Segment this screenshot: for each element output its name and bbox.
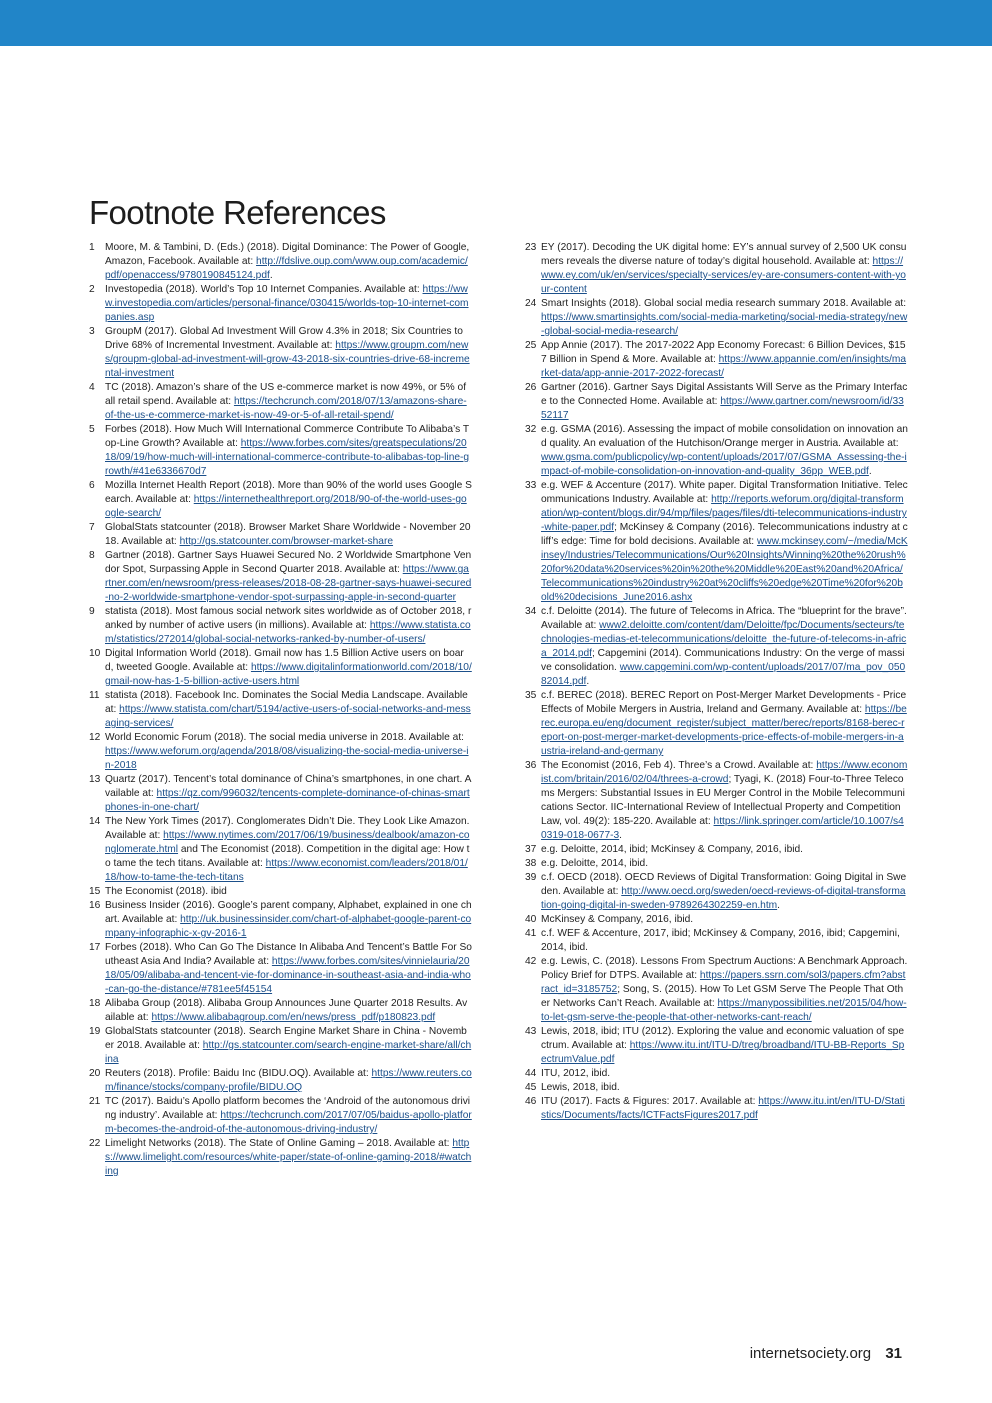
footnote-segment: Investopedia (2018). World’s Top 10 Internet Companies. Available at:	[105, 284, 423, 295]
footnote-segment: Mozilla Internet Health Report (2018). More than 90% of the world uses Google Search. Available at:	[105, 480, 472, 505]
footnote-number: 21	[89, 1096, 101, 1107]
footnote-segment: e.g. Lewis, C. (2018). Lessons From Spectrum Auctions: A Benchmark Approach. Policy Brief for DTPS. Available at:	[541, 956, 908, 981]
footnote-link[interactable]: https://papers.ssrn.com/sol3/papers.cfm?abstract_id=3185752	[541, 970, 906, 995]
footnote-link[interactable]: https://www.itu.int/ITU-D/treg/broadband/ITU-BB-Reports_SpectrumValue.pdf	[541, 1040, 905, 1065]
footnote-number: 40	[525, 914, 537, 925]
footnote-1	[89, 241, 472, 283]
footnote-link[interactable]: https://www.statista.com/statistics/272014/global-social-networks-ranked-by-number-of-users/	[105, 620, 471, 645]
footnote-number: 37	[525, 844, 537, 855]
footnote-link[interactable]: http://www.oecd.org/sweden/oecd-reviews-of-digital-transformation-going-digital-in-sweden-9789264302259-en.htm	[541, 886, 906, 911]
footnote-text	[541, 927, 908, 955]
footnote-text	[105, 1095, 472, 1137]
footnote-segment: ; Tyagi, K. (2018) Four-to-Three Telecoms Mergers: Substantial Issues in EU Merger Control in the Mobile Telecommunications Sector. IIC-International Review of Intellectual Property and Competition Law, vol. 49(2): 185-220. Available at:	[541, 774, 905, 827]
footnote-segment: App Annie (2017). The 2017-2022 App Economy Forecast: 6 Billion Devices, $157 Billion in Spend & More. Available at:	[541, 340, 906, 365]
footnote-15	[89, 885, 472, 899]
footnote-36	[525, 759, 908, 843]
footnote-link[interactable]: https://www.limelight.com/resources/white-paper/state-of-online-gaming-2018/#watching	[105, 1138, 472, 1177]
footnote-link[interactable]: www.gsma.com/publicpolicy/wp-content/uploads/2017/07/GSMA_Assessing-the-impact-of-mobile-consolidation-on-innovation-and-quality_36pp_WEB.pdf	[541, 452, 907, 477]
footnote-text	[105, 325, 472, 381]
footnote-number: 17	[89, 942, 101, 953]
footnote-25	[525, 339, 908, 381]
footnote-text	[105, 773, 472, 815]
footnote-segment: GlobalStats statcounter (2018). Search Engine Market Share in China - November 2018. Available at:	[105, 1026, 467, 1051]
footnote-text	[105, 521, 472, 549]
footnote-text	[105, 941, 472, 997]
footnote-segment: e.g. Deloitte, 2014, ibid.	[541, 858, 649, 869]
footnote-link[interactable]: https://www.digitalinformationworld.com/2018/10/gmail-now-has-1-5-billion-active-users.html	[105, 662, 472, 687]
footnote-segment: Lewis, 2018, ibid; ITU (2012). Exploring the value and economic valuation of spectrum. Available at:	[541, 1026, 904, 1051]
footnote-segment: GroupM (2017). Global Ad Investment Will Grow 4.3% in 2018; Six Countries to Drive 68% of Incremental Investment. Available at:	[105, 326, 463, 351]
footnote-number: 14	[89, 816, 101, 827]
footnote-number: 12	[89, 732, 101, 743]
footnote-link[interactable]: https://www.investopedia.com/articles/personal-finance/030415/worlds-top-10-internet-companies.asp	[105, 284, 469, 323]
footnote-8	[89, 549, 472, 605]
footnote-number: 41	[525, 928, 537, 939]
footnote-number: 39	[525, 872, 537, 883]
footnote-number: 43	[525, 1026, 537, 1037]
footnote-text	[105, 731, 472, 773]
footnote-41	[525, 927, 908, 955]
footnote-segment: ; Song, S. (2015). How To Let GSM Serve The People That Other Networks Can’t Reach. Available at:	[541, 984, 904, 1009]
footnote-number: 19	[89, 1026, 101, 1037]
footnote-link[interactable]: https://link.springer.com/article/10.1007/s40319-018-0677-3	[541, 816, 904, 841]
footnote-link[interactable]: https://www.alibabagroup.com/en/news/press_pdf/p180823.pdf	[151, 1012, 436, 1023]
footnote-number: 1	[89, 242, 95, 253]
footnote-number: 3	[89, 326, 95, 337]
footnote-14	[89, 815, 472, 885]
footnote-link[interactable]: www.capgemini.com/wp-content/uploads/2017/07/ma_pov_05082014.pdf	[541, 662, 906, 687]
footnote-24	[525, 297, 908, 339]
footnote-4	[89, 381, 472, 423]
footnote-number: 25	[525, 340, 537, 351]
footnote-segment: Moore, M. & Tambini, D. (Eds.) (2018). Digital Dominance: The Power of Google, Amazon, Facebook. Available at:	[105, 242, 470, 267]
footnote-link[interactable]: http://gs.statcounter.com/search-engine-market-share/all/china	[105, 1040, 472, 1065]
footnote-link[interactable]: https://www.forbes.com/sites/vinnielauria/2018/05/09/alibaba-and-tencent-vie-for-dominance-in-southeast-asia-and-india-who-can-go-the-distance/#781ee5f45154	[105, 956, 471, 995]
footnote-26	[525, 381, 908, 423]
footnote-segment: and The Economist (2018). Competition in the digital age: How to tame the tech titans. Available at:	[105, 844, 470, 869]
footnote-text	[105, 381, 472, 423]
footnote-number: 34	[525, 606, 537, 617]
footnote-text	[105, 899, 472, 941]
footnote-number: 5	[89, 424, 95, 435]
footnote-23	[525, 241, 908, 297]
footnote-link[interactable]: https://techcrunch.com/2018/07/13/amazons-share-of-the-us-e-commerce-market-is-now-49-or-5-of-all-retail-spend/	[105, 396, 467, 421]
references-right-column	[525, 241, 908, 1123]
footnote-segment: The Economist (2016, Feb 4). Three’s a Crowd. Available at:	[541, 760, 817, 771]
footnote-segment: The New York Times (2017). Conglomerates Didn’t Die. They Look Like Amazon. Available at:	[105, 816, 470, 841]
references-left-column	[89, 241, 472, 1179]
footnote-link[interactable]: https://www.appannie.com/en/insights/market-data/app-annie-2017-2022-forecast/	[541, 354, 907, 379]
footnote-link[interactable]: https://manypossibilities.net/2015/04/how-to-let-gsm-serve-the-people-that-other-networks-cant-reach/	[541, 998, 907, 1023]
footnote-segment: TC (2017). Baidu’s Apollo platform becomes the ‘Android of the autonomous driving industry’. Available at:	[105, 1096, 471, 1121]
footnote-21	[89, 1095, 472, 1137]
footnote-segment: Limelight Networks (2018). The State of Online Gaming – 2018. Available at:	[105, 1138, 453, 1149]
footnote-segment: .	[269, 270, 273, 281]
footnote-text	[105, 1067, 472, 1095]
footnote-5	[89, 423, 472, 479]
footnote-segment: .	[586, 676, 590, 687]
footnote-number: 38	[525, 858, 537, 869]
footnote-link[interactable]: www2.deloitte.com/content/dam/Deloitte/fpc/Documents/secteurs/technologies-medias-et-telecommunications/deloitte_the-future-of-telecoms-in-africa_2014.pdf	[541, 620, 907, 659]
footnote-45	[525, 1081, 908, 1095]
footnote-text	[541, 759, 908, 843]
footnote-38	[525, 857, 908, 871]
footnote-text	[541, 241, 908, 297]
footnote-text	[541, 1067, 908, 1081]
footnote-17	[89, 941, 472, 997]
footnote-number: 15	[89, 886, 101, 897]
footnote-text	[105, 1137, 472, 1179]
footnote-segment: e.g. WEF & Accenture (2017). White paper. Digital Transformation Initiative. Telecommunications Industry. Available at:	[541, 480, 908, 505]
footnote-text	[541, 689, 908, 759]
footnote-segment: ITU (2017). Facts & Figures: 2017. Available at:	[541, 1096, 759, 1107]
footnote-9	[89, 605, 472, 647]
footnote-segment: Quartz (2017). Tencent’s total dominance of China’s smartphones, in one chart. Available at:	[105, 774, 472, 799]
footnote-3	[89, 325, 472, 381]
footnote-segment: .	[619, 830, 623, 841]
footnote-link[interactable]: https://qz.com/996032/tencents-complete-dominance-of-chinas-smartphones-in-one-chart/	[105, 788, 470, 813]
footnote-text	[541, 605, 908, 689]
footnote-segment: ; Capgemini (2014). Communications Industry: On the verge of massive consolidation.	[541, 648, 905, 673]
footnote-7	[89, 521, 472, 549]
footnote-text	[541, 297, 908, 339]
footnote-text	[105, 479, 472, 521]
footnote-text	[105, 241, 472, 283]
footnote-segment: Smart Insights (2018). Global social media research summary 2018. Available at:	[541, 298, 907, 309]
footnote-text	[105, 605, 472, 647]
footnote-42	[525, 955, 908, 1025]
footnote-text	[105, 885, 472, 899]
footnote-link[interactable]: https://www.gartner.com/newsroom/id/3352117	[541, 396, 904, 421]
footnote-number: 18	[89, 998, 101, 1009]
footnote-link[interactable]: https://www.gartner.com/en/newsroom/press-releases/2018-08-28-gartner-says-huawei-secured-no-2-worldwide-smartphone-vendor-spot-surpassing-apple-in-second-quarter	[105, 564, 472, 603]
footnote-2	[89, 283, 472, 325]
footnote-39	[525, 871, 908, 913]
footnote-link[interactable]: https://www.ey.com/uk/en/services/specialty-services/ey-are-consumers-content-with-your-content	[541, 256, 906, 295]
footnote-text	[105, 283, 472, 325]
footnote-text	[541, 339, 908, 381]
footnote-37	[525, 843, 908, 857]
footnote-text	[105, 815, 472, 885]
footnote-link[interactable]: http://reports.weforum.org/digital-transformation/wp-content/blogs.dir/94/mp/files/pages/files/dti-telecommunications-industry-white-paper.pdf	[541, 494, 907, 533]
page-title: Footnote References	[89, 194, 386, 231]
footnote-text	[541, 381, 908, 423]
footnote-text	[541, 479, 908, 605]
footnote-number: 42	[525, 956, 537, 967]
footnote-number: 36	[525, 760, 537, 771]
footnote-segment: ; McKinsey & Company (2016). Telecommunications industry at cliff’s edge: Time for bold decisions. Available at:	[541, 522, 908, 547]
footnote-link[interactable]: https://techcrunch.com/2017/07/05/baidus-apollo-platform-becomes-the-android-of-the-autonomous-driving-industry/	[105, 1110, 472, 1135]
footnote-number: 4	[89, 382, 95, 393]
footnote-segment: statista (2018). Facebook Inc. Dominates the Social Media Landscape. Available at:	[105, 690, 468, 715]
footnote-link[interactable]: https://www.nytimes.com/2017/06/19/business/dealbook/amazon-conglomerate.html	[105, 830, 470, 855]
footnote-text	[105, 549, 472, 605]
footnote-segment: Forbes (2018). Who Can Go The Distance In Alibaba And Tencent’s Battle For Southeast Asia And India? Available at:	[105, 942, 472, 967]
footnote-link[interactable]: https://www.groupm.com/news/groupm-global-ad-investment-will-grow-43-2018-six-countries-drive-68-incremental-investment	[105, 340, 470, 379]
footnote-number: 35	[525, 690, 537, 701]
footnote-text	[541, 955, 908, 1025]
footnote-46	[525, 1095, 908, 1123]
footnote-segment: Forbes (2018). How Much Will International Commerce Contribute To Alibaba’s Top-Line Growth? Available at:	[105, 424, 470, 449]
footnote-number: 32	[525, 424, 537, 435]
footnote-segment: c.f. Deloitte (2014). The future of Telecoms in Africa. The “blueprint for the brave”. Available at:	[541, 606, 907, 631]
footnote-number: 45	[525, 1082, 537, 1093]
footnote-number: 10	[89, 648, 101, 659]
footnote-segment: Reuters (2018). Profile: Baidu Inc (BIDU.OQ). Available at:	[105, 1068, 372, 1079]
footnote-link[interactable]: https://www.statista.com/chart/5194/active-users-of-social-networks-and-messaging-services/	[105, 704, 471, 729]
footnote-link[interactable]: https://www.smartinsights.com/social-media-marketing/social-media-strategy/new-global-social-media-research/	[541, 312, 908, 337]
footnote-text	[541, 1081, 908, 1095]
footnote-12	[89, 731, 472, 773]
page-number: 31	[885, 1345, 902, 1362]
footnote-number: 16	[89, 900, 101, 911]
footnote-number: 24	[525, 298, 537, 309]
footnote-segment: c.f. BEREC (2018). BEREC Report on Post-Merger Market Developments - Price Effects of Mobile Mergers in Austria, Ireland and Germany. Available at:	[541, 690, 907, 715]
footnote-20	[89, 1067, 472, 1095]
footnote-13	[89, 773, 472, 815]
footer-site[interactable]: internetsociety.org	[749, 1345, 872, 1362]
footnote-segment: EY (2017). Decoding the UK digital home: EY’s annual survey of 2,500 UK consumers reveals the diverse nature of today’s digital household. Available at:	[541, 242, 907, 267]
footnote-link[interactable]: https://www.weforum.org/agenda/2018/08/visualizing-the-social-media-universe-in-2018	[105, 746, 469, 771]
footnote-44	[525, 1067, 908, 1081]
footnote-segment: e.g. GSMA (2016). Assessing the impact of mobile consolidation on innovation and quality. An evaluation of the Hutchison/Orange merger in Austria. Available at:	[541, 424, 908, 449]
footnote-link[interactable]: https://www.itu.int/en/ITU-D/Statistics/Documents/facts/ICTFactsFigures2017.pdf	[541, 1096, 905, 1121]
footnote-text	[105, 423, 472, 479]
footnote-segment: Lewis, 2018, ibid.	[541, 1082, 620, 1093]
footnote-segment: .	[868, 466, 872, 477]
footnote-segment: The Economist (2018). ibid	[105, 886, 227, 897]
footnote-segment: TC (2018). Amazon’s share of the US e-commerce market is now 49%, or 5% of all retail spend. Available at:	[105, 382, 467, 407]
footnote-segment: Gartner (2018). Gartner Says Huawei Secured No. 2 Worldwide Smartphone Vendor Spot, Surpassing Apple in Second Quarter 2018. Available at:	[105, 550, 472, 575]
footnote-link[interactable]: https://www.economist.com/leaders/2018/01/18/how-to-tame-the-tech-titans	[105, 858, 468, 883]
footnote-number: 2	[89, 284, 95, 295]
footnote-number: 22	[89, 1138, 101, 1149]
footnote-6	[89, 479, 472, 521]
footnote-link[interactable]: https://www.reuters.com/finance/stocks/company-profile/BIDU.OQ	[105, 1068, 472, 1093]
footnote-number: 44	[525, 1068, 537, 1079]
footnote-text	[105, 689, 472, 731]
footnote-number: 46	[525, 1096, 537, 1107]
footnote-22	[89, 1137, 472, 1179]
footnote-19	[89, 1025, 472, 1067]
footnote-number: 33	[525, 480, 537, 491]
footnote-32	[525, 423, 908, 479]
footnote-link[interactable]: http://fdslive.oup.com/www.oup.com/academic/pdf/openaccess/9780190845124.pdf	[105, 256, 468, 281]
footnote-text	[541, 871, 908, 913]
footnote-segment: Gartner (2016). Gartner Says Digital Assistants Will Serve as the Primary Interface to the Connected Home. Available at:	[541, 382, 908, 407]
footnote-segment: .	[777, 900, 781, 911]
footnote-text	[105, 1025, 472, 1067]
footnote-number: 23	[525, 242, 537, 253]
footnote-number: 8	[89, 550, 95, 561]
footnote-35	[525, 689, 908, 759]
page-footer	[750, 1345, 902, 1362]
footnote-link[interactable]: https://www.economist.com/britain/2016/02/04/threes-a-crowd	[541, 760, 908, 785]
footnote-link[interactable]: http://gs.statcounter.com/browser-market-share	[179, 536, 394, 547]
footnote-text	[541, 1095, 908, 1123]
footnote-number: 13	[89, 774, 101, 785]
footnote-segment: ITU, 2012, ibid.	[541, 1068, 611, 1079]
footnote-link[interactable]: https://berec.europa.eu/eng/document_register/subject_matter/berec/reports/8168-berec-report-on-post-merger-market-developments-price-effects-of-mobile-mergers-in-austria-ireland-and-germany	[541, 704, 907, 757]
footnote-33	[525, 479, 908, 605]
footnote-number: 9	[89, 606, 95, 617]
footnote-segment: statista (2018). Most famous social network sites worldwide as of October 2018, ranked by number of active users (in millions). Available at:	[105, 606, 472, 631]
footnote-number: 20	[89, 1068, 101, 1079]
footnote-link[interactable]: www.mckinsey.com/~/media/McKinsey/Industries/Telecommunications/Our%20Insights/Winning%20the%20rush%20for%20data%20services%20in%20the%20Middle%20East%20and%20Africa/Telecommunications%20industry%20at%20cliffs%20edge%20Time%20for%20bold%20decisions_June2016.ashx	[541, 536, 908, 603]
footnote-43	[525, 1025, 908, 1067]
footnote-number: 11	[89, 690, 100, 701]
footnote-18	[89, 997, 472, 1025]
footnote-link[interactable]: https://internethealthreport.org/2018/90-of-the-world-uses-google-search/	[105, 494, 467, 519]
footnote-text	[541, 913, 908, 927]
footnote-number: 7	[89, 522, 95, 533]
footnote-segment: Alibaba Group (2018). Alibaba Group Announces June Quarter 2018 Results. Available at:	[105, 998, 468, 1023]
footnote-link[interactable]: http://uk.businessinsider.com/chart-of-alphabet-google-parent-company-infographic-x-gv-2016-1	[105, 914, 472, 939]
footnote-segment: c.f. WEF & Accenture, 2017, ibid; McKinsey & Company, 2016, ibid; Capgemini, 2014, ibid.	[541, 928, 900, 953]
footnote-number: 26	[525, 382, 537, 393]
footnote-link[interactable]: https://www.forbes.com/sites/greatspeculations/2018/09/19/how-much-will-international-commerce-contribute-to-alibabas-top-line-growth/#41e6336670d7	[105, 438, 470, 477]
footnote-segment: GlobalStats statcounter (2018). Browser Market Share Worldwide - November 2018. Available at:	[105, 522, 471, 547]
footnote-16	[89, 899, 472, 941]
footnote-11	[89, 689, 472, 731]
footnote-40	[525, 913, 908, 927]
footnote-segment: e.g. Deloitte, 2014, ibid; McKinsey & Company, 2016, ibid.	[541, 844, 803, 855]
footnote-34	[525, 605, 908, 689]
footnote-10	[89, 647, 472, 689]
footnote-segment: Digital Information World (2018). Gmail now has 1.5 Billion Active users on board, tweeted Google. Available at:	[105, 648, 464, 673]
footnote-segment: Business Insider (2016). Google’s parent company, Alphabet, explained in one chart. Available at:	[105, 900, 472, 925]
footnote-text	[541, 1025, 908, 1067]
footnote-segment: World Economic Forum (2018). The social media universe in 2018. Available at:	[105, 732, 465, 743]
footnote-text	[105, 647, 472, 689]
footnote-text	[105, 997, 472, 1025]
footnote-text	[541, 423, 908, 479]
footnote-number: 6	[89, 480, 95, 491]
footnote-text	[541, 843, 908, 857]
footnote-text	[541, 857, 908, 871]
top-banner	[0, 0, 992, 46]
footnote-segment: c.f. OECD (2018). OECD Reviews of Digital Transformation: Going Digital in Sweden. Available at:	[541, 872, 907, 897]
footnote-segment: McKinsey & Company, 2016, ibid.	[541, 914, 694, 925]
